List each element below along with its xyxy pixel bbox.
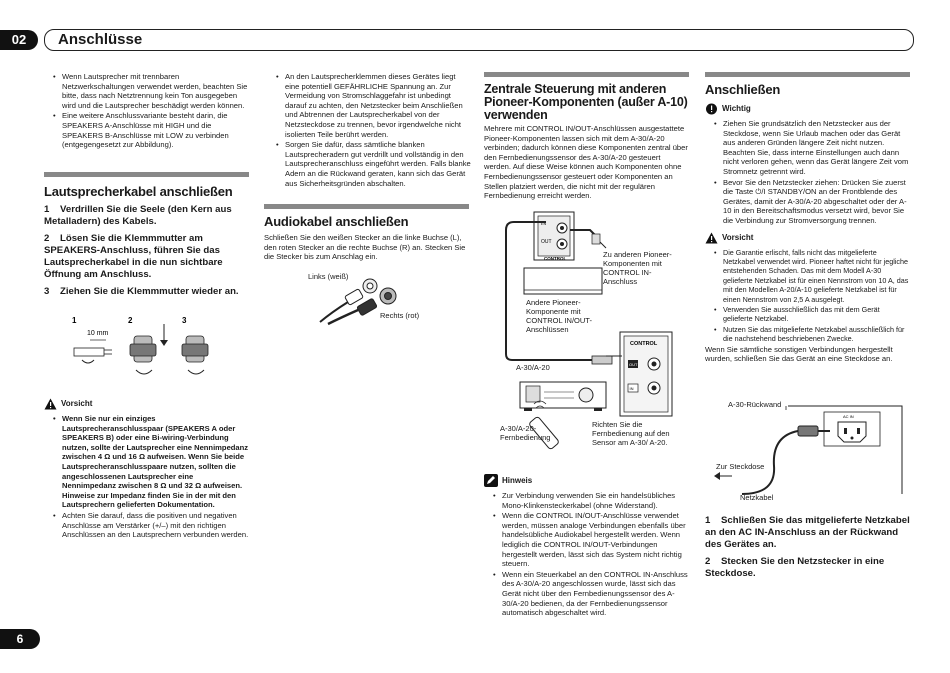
red-plug-icon [357,288,396,316]
fig-10mm-label: 10 mm [87,330,109,337]
list-item: • Bevor Sie den Netzstecker ziehen: Drücken Sie zuerst die Taste ⏻/I STANDBY/ON an der Frontblende des Gerätes, damit der A-30/A-20 abgeschaltet oder der A-10 in den Bereitschaftsmodus versetzt wird, bevor Sie die Verbindung zur Stromversorgung trennen. [713,178,910,226]
to-other-label: Zu anderen Pioneer-Komponenten mit CONTROL IN-Anschluss [603,250,672,286]
list-item: • Eine weitere Anschlussvariante besteht darin, die SPEAKERS A-Anschlüsse mit HIGH und die SPEAKERS B-Anschlüsse mit LOW zu verbinden (entgegengesetzt zur Abbildung). [52,111,248,149]
list-item: • Wenn Sie nur ein einziges Lautsprecheranschlusspaar (SPEAKERS A oder SPEAKERS B) oder eine Bi-wiring-Verbindung nutzen, sollte der Lautsprecher eine Nennimpedanz zwischen 4 Ω und 16 Ω aufweisen. Wenn Sie beide Lautsprecheranschlusspaare nutzen, sollten die angeschlossenen Lautsprecher eine Nennimpedanz zwischen 8 Ω und 32 Ω aufweisen. Hinweise zur Impedanz finden Sie in der mit den Lautsprechern gelieferten Dokumentation. [52,414,249,510]
caution-title: Vorsicht [722,232,754,242]
remote-label: A-30/A-20-Fernbedienung [500,424,551,442]
section-bar [264,204,469,209]
after-text: Wenn Sie sämtliche sonstigen Verbindungen hergestellt wurden, schließen Sie das Gerät an eine Steckdose an. [705,344,893,364]
model-label: A-30/A-20 [516,363,550,372]
audio-text: Schließen Sie den weißen Stecker an die linke Buchse (L), den roten Stecker an die rechte Buchse (R) an. Stecken Sie die Stecker bis zum Anschlag ein. [264,233,466,262]
section-title: Lautsprecherkabel anschließen [44,184,233,199]
step-1 [705,515,910,551]
step-number: 1 [44,204,50,215]
caution-section-1 [44,392,249,541]
step-number: 1 [705,515,711,526]
step-1 [44,204,249,228]
fig-step-2-label: 2 [128,316,133,325]
speaker-section [44,172,249,302]
speaker-terminal-figure [62,314,232,384]
important-icon [705,103,718,115]
arrow-left-icon [714,472,720,480]
section-title: Audiokabel anschließen [264,214,409,229]
page-number: 6 [0,629,40,649]
important-heading [705,103,910,115]
list-item: • Zur Verbindung verwenden Sie ein handelsübliches Mono-Klinkensteckerkabel (ohne Widerstand). [492,491,689,510]
control-label-main: CONTROL [630,341,658,347]
intro-bullets [52,72,248,150]
step-2 [705,556,910,580]
ac-inlet-icon [838,422,866,442]
step-3 [44,286,249,298]
aim-label: Richten Sie die Fernbedienung auf den Sensor am A-30/ A-20. [592,420,670,447]
important-list [705,119,910,226]
note-pencil-icon [484,474,498,487]
step-text: Lösen Sie die Klemmmutter am SPEAKERS-Anschluss, führen Sie das Lautsprecherkabel in die nun sichtbare Öffnung am Anschluss. [44,233,223,280]
caution-title: Vorsicht [61,399,93,409]
fig-step-1-label: 1 [72,316,77,325]
column-1 [52,72,248,151]
list-item: • Sorgen Sie dafür, dass sämtliche blanken Lautsprecheradern gut verdrillt und vollständig in den Lautsprecheranschluss eingeführt werden. Falls blanke Adern an die Rückwand geraten, kann sich das Gerät aus Sicherheitsgründen abschalten. [275,140,471,188]
out-label-main: OUT [629,362,638,367]
section-bar [44,172,249,177]
caution-list [705,248,910,344]
control-label-top: CONTROL [544,256,567,261]
list-item: • Die Garantie erlischt, falls nicht das mitgelieferte Netzkabel verwendet wird. Pioneer haftet nicht für jegliche entstehenden Schaden. Das mit dem Modell A-30 gelieferte Netzkabel ist für einen Nennstrom von 10 A, das mit den Modellen A-20/A-10 gelieferte Netzkabel ist für einen Nennstrom von 2,5 A ausgelegt. [713,248,910,304]
column-3 [484,72,689,201]
chapter-number: 02 [0,30,38,50]
chapter-title: Anschlüsse [58,31,143,48]
power-connection-figure [712,396,912,498]
list-item: • Nutzen Sie das mitgelieferte Netzkabel ausschließlich für die nachstehend beschriebenen Zwecke. [713,325,910,344]
caution-list [44,414,249,540]
warning-icon [44,398,57,410]
in-label-main: IN [629,386,634,391]
step-number: 2 [705,556,711,567]
amplifier-icon [520,382,606,411]
list-item: • Wenn Lautsprecher mit trennbaren Netzwerkschaltungen verwendet werden, beachten Sie bitte, dass nach Netztrennung kein Ton ausgegeben wird und die Lautsprecher beschädigt werden können. [52,72,248,110]
step-number: 3 [44,286,50,297]
step-text: Stecken Sie den Netzstecker in eine Steckdose. [705,556,885,579]
column-2 [275,72,471,189]
out-label: OUT [541,239,552,245]
audio-section [264,204,469,262]
in-label: IN [541,221,546,227]
column-4 [705,72,910,364]
important-title: Wichtig [722,104,751,114]
section-bar [484,72,689,77]
note-heading [484,474,689,487]
list-item: • Achten Sie darauf, dass die positiven und negativen Anschlüsse am Verstärker (+/–) mit den richtigen Anschlüssen an den Lautsprechern verbunden werden. [52,511,249,540]
section-bar [705,72,910,77]
chapter-header-frame [44,29,914,51]
rear-panel-label: A-30-Rückwand [728,400,782,409]
fig-left-label: Links (weiß) [308,272,349,281]
note-section [484,468,689,619]
section-title: Anschließen [705,82,781,97]
caution-heading [44,398,249,410]
list-item: • Wenn die CONTROL IN/OUT-Anschlüsse verwendet werden, müssen analoge Verbindungen ebenfalls über handelsübliche Audiokabel hergestellt werden. Wenn lediglich die CONTROL IN/OUT-Verbindungen hergestellt werden, lässt sich das System nicht richtig steuern. [492,511,689,569]
step-number: 2 [44,233,50,244]
caution-heading [705,232,910,244]
section-title: Zentrale Steuerung mit anderen Pioneer-Komponenten (außer A-10) verwenden [484,82,688,122]
wire-icon [74,348,104,356]
other-component-label: Andere Pioneer-Komponente mit CONTROL IN/OUT-Anschlüssen [526,298,592,334]
power-steps [705,510,910,584]
fig-step-3-label: 3 [182,316,187,325]
list-item: • Wenn ein Steuerkabel an den CONTROL IN-Anschluss des A-30/A-20 angeschlossen wurde, lässt sich das Gerät nicht über den Fernbedienungssensor des A-30/A-20 bedienen, da der Fernbedienungssensor automatisch abgeschaltet wird. [492,570,689,618]
fig-right-label: Rechts (rot) [380,311,420,320]
list-item: • Verwenden Sie ausschließlich das mit dem Gerät gelieferte Netzkabel. [713,305,910,324]
step-text: Ziehen Sie die Klemmmutter wieder an. [60,286,239,297]
note-list [484,491,689,618]
warning-icon [705,232,718,244]
list-item: • An den Lautsprecherklemmen dieses Gerätes liegt eine potentiell GEFÄHRLICHE Spannung an. Zur Vermeidung von Stromschlaggefahr ist unbedingt darauf zu achten, den Netzstecker beim Anschließen und Abtrennen der Lautsprecherkabel von der Netzsteckdose zu trennen, bevor irgendwelche nicht isolierten Teile berührt werden. [275,72,471,139]
step-text: Schließen Sie das mitgelieferte Netzkabel an den AC IN-Anschluss an der Rückwand des Gerätes an. [705,515,910,550]
note-title: Hinweis [502,475,533,485]
list-item: • Ziehen Sie grundsätzlich den Netzstecker aus der Steckdose, wenn Sie Urlaub machen oder das Gerät aus anderen Gründen längere Zeit nicht nutzen. Beachten Sie, dass interne Einstellungen auch dann nicht verloren gehen, wenn das Gerät längere Zeit vom Stromnetz getrennt wird. [713,119,910,177]
outlet-label: Zur Steckdose [716,462,765,471]
terminal-loosen-icon [130,324,168,374]
terminal-tighten-icon [182,336,208,374]
ac-in-label: AC IN [843,414,854,419]
cable-label: Netzkabel [740,493,774,502]
step-2 [44,233,249,281]
rca-cable-figure [318,276,413,326]
safety-bullets [275,72,471,188]
control-text: Mehrere mit CONTROL IN/OUT-Anschlüssen ausgestattete Pioneer-Komponenten lassen sich mit dem A-30/A-20 verbinden; dadurch können diese Komponenten zentral über den Fernbedienungssensor des A-30/A-20 gesteuert werden. Auf diese Weise können auch Komponenten ohne Fernbedienungssensor gesteuert oder Komponenten an Stellen platziert werden, die nicht mit der regulären Fernbedienung erreicht werden. [484,124,688,201]
step-text: Verdrillen Sie die Seele (den Kern aus Metalladern) des Kabels. [44,204,232,227]
